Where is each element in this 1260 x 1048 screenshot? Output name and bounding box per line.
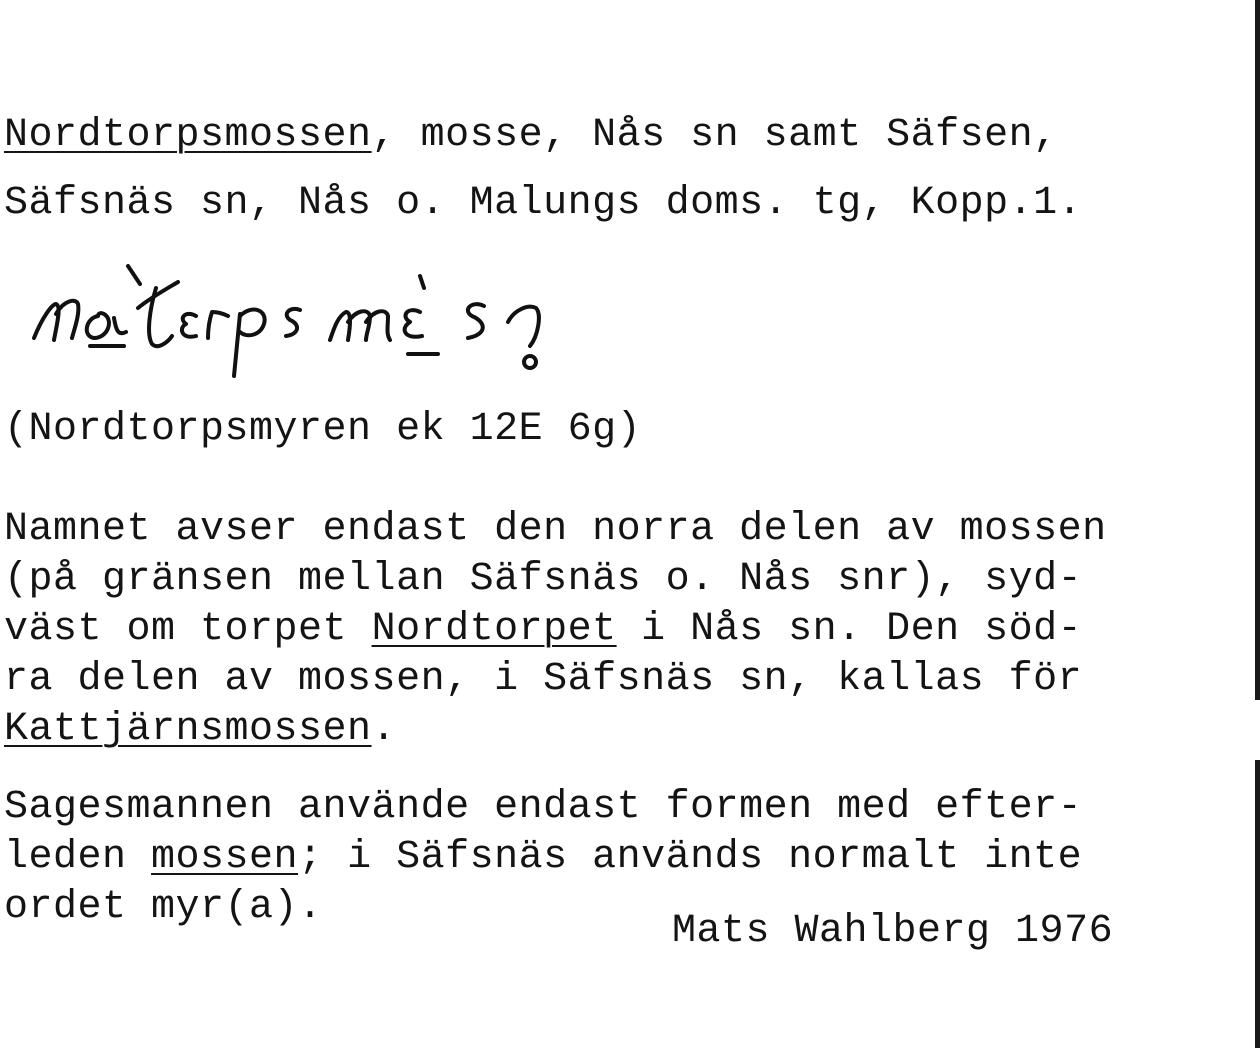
paragraph1-line3 bbox=[4, 607, 1083, 652]
paragraph2-line2-a: leden bbox=[4, 835, 152, 880]
signature: Mats Wahlberg 1976 bbox=[672, 909, 1114, 954]
headword: Nordtorpsmossen bbox=[4, 113, 372, 158]
card-right-edge bbox=[1255, 0, 1260, 1048]
place-name-nordtorpet: Nordtorpet bbox=[371, 607, 617, 652]
paragraph1-line2: (på gränsen mellan Säfsnäs o. Nås snr), syd- bbox=[4, 557, 1083, 602]
heading-rest: , mosse, Nås sn samt Säfsen, bbox=[371, 113, 1058, 158]
word-mossen: mossen bbox=[151, 835, 299, 880]
paragraph1-line3-b: i Nås sn. Den söd- bbox=[616, 607, 1083, 652]
place-name-kattjarnsmossen: Kattjärnsmossen bbox=[4, 707, 372, 752]
paragraph2-line1: Sagesmannen använde endast formen med efter- bbox=[4, 785, 1083, 830]
handwritten-pronunciation-image bbox=[28, 258, 588, 388]
map-reference: (Nordtorpsmyren ek 12E 6g) bbox=[4, 407, 642, 452]
paragraph1-line5-b: . bbox=[371, 707, 397, 752]
location-line: Säfsnäs sn, Nås o. Malungs doms. tg, Kopp.1. bbox=[4, 181, 1083, 226]
paragraph1-line1: Namnet avser endast den norra delen av mossen bbox=[4, 507, 1107, 552]
paragraph2-line2-b: ; i Säfsnäs används normalt inte bbox=[298, 835, 1083, 880]
paragraph1-line5 bbox=[4, 707, 397, 752]
phonetic-handwriting bbox=[28, 258, 588, 393]
paragraph1-line3-a: väst om torpet bbox=[4, 607, 372, 652]
card-edge-gap bbox=[1255, 700, 1260, 760]
paragraph2-line3: ordet myr(a). bbox=[4, 885, 323, 930]
heading-line bbox=[4, 113, 1058, 158]
paragraph1-line4: ra delen av mossen, i Säfsnäs sn, kallas för bbox=[4, 657, 1083, 702]
paragraph2-line2 bbox=[4, 835, 1083, 880]
